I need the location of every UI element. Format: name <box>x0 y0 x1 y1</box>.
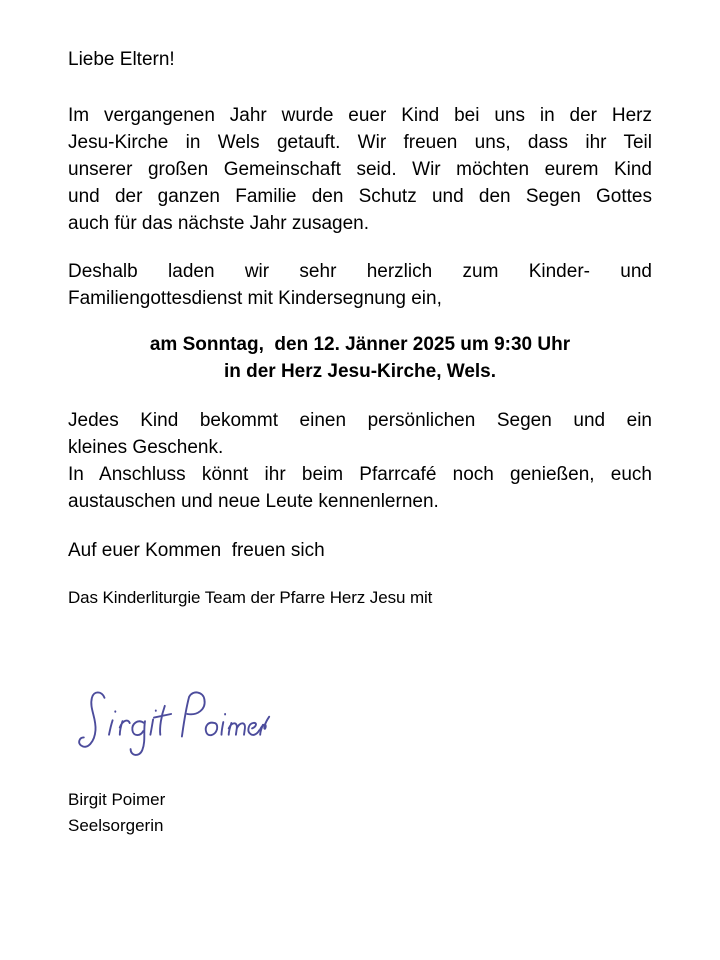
text-line: Jedes Kind bekommt einen persönlichen Segen und ein <box>68 410 652 431</box>
event-details <box>68 331 652 385</box>
text-line: Jesu-Kirche in Wels getauft. Wir freuen uns, dass ihr Teil <box>68 132 652 153</box>
team-line <box>68 587 652 609</box>
text-line: auch für das nächste Jahr zusagen. <box>68 213 370 234</box>
closing-line <box>68 537 652 564</box>
text-line: In Anschluss könnt ihr beim Pfarrcafé noch genießen, euch <box>68 464 652 485</box>
text-line: austauschen und neue Leute kennenlernen. <box>68 491 439 512</box>
paragraph-baptism-intro <box>68 102 652 237</box>
text-line: kleines Geschenk. <box>68 437 224 458</box>
handwritten-signature-svg <box>72 687 272 759</box>
text-line: Auf euer Kommen freuen sich <box>68 540 325 561</box>
text-line: Das Kinderliturgie Team der Pfarre Herz Jesu mit <box>68 588 433 607</box>
text-line: unserer großen Gemeinschaft seid. Wir möchten eurem Kind <box>68 159 652 180</box>
text-line: Deshalb laden wir sehr herzlich zum Kinder- und <box>68 261 652 282</box>
paragraph-blessing-gift <box>68 407 652 515</box>
event-date-line: am Sonntag, den 12. Jänner 2025 um 9:30 Uhr <box>149 334 571 355</box>
paragraph-invitation <box>68 258 652 312</box>
salutation: Liebe Eltern! <box>68 49 175 70</box>
text-line: Familiengottesdienst mit Kindersegnung ein, <box>68 288 442 309</box>
signer-role: Seelsorgerin <box>68 816 164 835</box>
signer-name: Birgit Poimer <box>68 790 166 809</box>
text-line: und der ganzen Familie den Schutz und den Segen Gottes <box>68 186 652 207</box>
signer-block <box>68 787 652 839</box>
text-line: Im vergangenen Jahr wurde euer Kind bei uns in der Herz <box>68 105 652 126</box>
event-location-line: in der Herz Jesu-Kirche, Wels. <box>223 361 497 382</box>
signature-image <box>72 687 652 759</box>
